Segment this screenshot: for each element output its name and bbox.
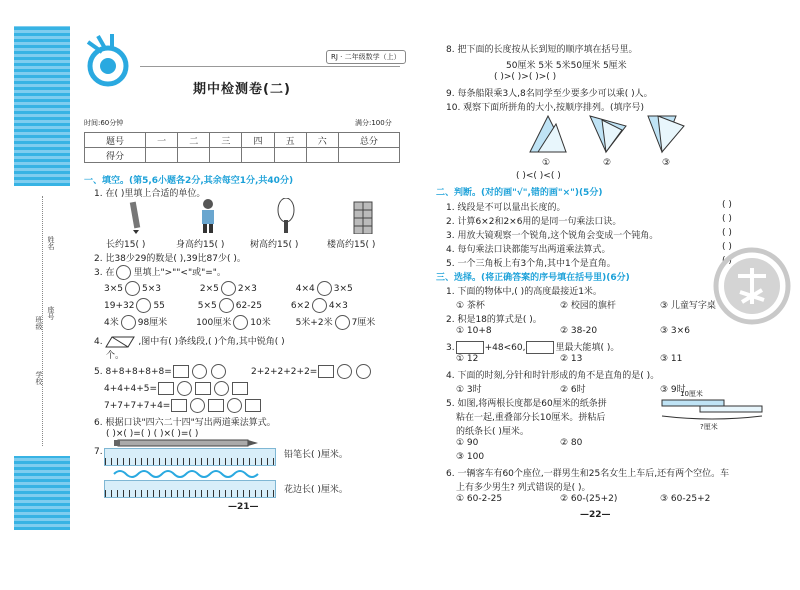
score-table [84,132,400,163]
compare-circle[interactable] [125,281,140,296]
choice-2-opt[interactable]: ③ 3×6 [660,326,690,336]
q5-line-4: 7+7+7+7+4= [104,398,262,413]
score-head: 总分 [338,133,399,148]
q1-item: 树高约15( ) [250,240,299,250]
building-icon [352,200,374,234]
score-head: 六 [306,133,338,148]
q4-continue: 个。 [106,351,125,361]
seal-stamp-icon [712,246,792,326]
choice-5-line-3: 的纸条长( )厘米。 [456,427,529,437]
choice-6-line-1: 6. 一辆客车有60个座位,一群男生和25名女生上车后,还有两个空位。车 [446,469,730,479]
judge-1: 1. 线段是不可以量出长度的。 [446,203,566,213]
choice-3-opt[interactable]: ① 12 [456,354,479,364]
choice-4: 4. 下面的时刻,分针和时针形成的角不是直角的是( )。 [446,371,660,381]
answer-box[interactable] [245,399,261,412]
compare-circle[interactable] [312,298,327,313]
score-head: 二 [178,133,210,148]
judge-3: 3. 用放大镜观察一个锐角,这个锐角会变成一个钝角。 [446,231,659,241]
swirl-logo-icon [78,32,138,92]
answer-box[interactable] [171,399,187,412]
score-cell[interactable] [178,148,210,163]
judge-5: 5. 一个三角板上有3个角,其中1个是直角。 [446,259,616,269]
choice-3-opt[interactable]: ③ 11 [660,354,683,364]
q7-pencil-answer: 铅笔长( )厘米。 [284,450,348,460]
q3-row-1: 3×5 5×3 2×5 2×3 4×4 3×5 [104,281,353,296]
judge-4: 4. 每句乘法口诀都能写出两道乘法算式。 [446,245,611,255]
answer-box[interactable] [232,382,248,395]
q10-label: ② [603,158,612,168]
ruler-1 [104,448,276,466]
choice-2-opt[interactable]: ① 10+8 [456,326,492,336]
q5-line-3: 4+4+4+5= [104,381,249,396]
strip-top-band [14,26,70,186]
choice-2: 2. 积是18的算式是( )。 [446,315,542,325]
answer-box[interactable] [526,341,554,354]
page-number-left: —21— [228,502,259,512]
choice-5-line-2: 粘在一起,重叠部分长10厘米。拼粘后 [456,413,606,423]
lace-on-ruler-icon [112,468,262,480]
answer-circle[interactable] [356,364,371,379]
q8-items: 50厘米 5米 5米50厘米 5厘米 [506,61,627,71]
q3-text: 3. 在 里填上">""<"或"="。 [94,265,226,280]
choice-1-opt[interactable]: ③ 儿童写字桌 [660,301,716,311]
q1-item: 身高约15( ) [176,240,225,250]
q5-line-1: 5. 8+8+8+8+8= [94,364,228,379]
choice-3: 3. +48<60, 里最大能填( )。 [446,343,620,353]
choice-5-opt[interactable]: ① 90 [456,438,479,448]
choice-5-opt[interactable]: ③ 100 [456,452,485,462]
answer-box[interactable] [195,382,211,395]
compare-circle[interactable] [219,298,234,313]
compare-circle[interactable] [136,298,151,313]
score-label: 得分 [85,148,146,163]
pencil-icon [128,200,142,234]
answer-box[interactable] [173,365,189,378]
q7-label: 7. [94,447,103,457]
score-head: 题号 [85,133,146,148]
judge-answer[interactable]: ( ) [722,200,732,210]
answer-circle[interactable] [192,364,207,379]
compare-circle[interactable] [116,265,131,280]
score-cell[interactable] [242,148,274,163]
answer-circle[interactable] [211,364,226,379]
q1-text: 1. 在( )里填上合适的单位。 [94,189,206,199]
judge-answer[interactable]: ( ) [722,214,732,224]
strip-name: 姓名 [47,236,55,250]
compare-circle[interactable] [317,281,332,296]
choice-1-opt[interactable]: ② 校园的旗杆 [560,301,616,311]
q5-line-2: 2+2+2+2+2= [251,364,373,379]
answer-box[interactable] [158,382,174,395]
answer-circle[interactable] [214,381,229,396]
compare-circle[interactable] [121,315,136,330]
strip-school: 学校 [35,371,43,385]
q7-lace-answer: 花边长( )厘米。 [284,485,348,495]
q1-item: 楼高约15( ) [327,240,376,250]
strip-seat: 座号 [47,306,55,320]
judge-answer[interactable]: ( ) [722,256,732,266]
choice-3-opt[interactable]: ② 13 [560,354,583,364]
fig-total-label: ?厘米 [700,423,718,431]
answer-circle[interactable] [177,381,192,396]
q1-item: 长约15( ) [106,240,146,250]
fig-overlap-label: 10厘米 [680,390,703,398]
binding-strip [14,26,70,530]
score-head: 三 [210,133,242,148]
answer-circle[interactable] [337,364,352,379]
q10-label: ③ [662,158,671,168]
answer-box[interactable] [456,341,484,354]
triangle-angle-1-icon [528,114,568,154]
tree-icon [276,198,296,234]
judge-answer[interactable]: ( ) [722,228,732,238]
score-cell[interactable] [274,148,306,163]
score-cell[interactable] [146,148,178,163]
answer-box[interactable] [318,365,334,378]
q6-blanks: ( )×( )=( ) ( )×( )=( ) [106,429,199,439]
choice-1-opt[interactable]: ① 茶杯 [456,301,485,311]
section-2-heading: 二、判断。(对的画"√",错的画"×")(5分) [436,188,603,198]
boy-icon [198,198,218,234]
answer-circle[interactable] [190,398,205,413]
q3-row-3: 4米 98厘米 100厘米 10米 5米+2米 7厘米 [104,315,375,330]
choice-4-opt[interactable]: ① 3时 [456,385,482,395]
choice-1: 1. 下面的物体中,( )的高度最接近1米。 [446,287,602,297]
score-cell[interactable] [210,148,242,163]
q8-blanks: ( )>( )>( )>( ) [494,72,557,82]
choice-6-opt[interactable]: ① 60-2-25 [456,494,503,504]
choice-2-opt[interactable]: ② 38-20 [560,326,598,336]
choice-4-opt[interactable]: ③ 9时 [660,385,686,395]
strip-bottom-band [14,456,70,530]
score-cell[interactable] [338,148,399,163]
compare-circle[interactable] [221,281,236,296]
strip-class: 班级 [35,316,43,330]
q10-label: ① [542,158,551,168]
score-head: 一 [146,133,178,148]
header-rule [140,66,400,67]
q8-text: 8. 把下面的长度按从长到短的顺序填在括号里。 [446,45,638,55]
score-cell[interactable] [306,148,338,163]
score-head: 四 [242,133,274,148]
q4-text: 4. ,图中有( )条线段,( )个角,其中锐角( ) [94,337,285,347]
ruler-2 [104,480,276,498]
triangle-angle-3-icon [646,114,686,154]
page-title: 期中检测卷(二) [193,82,291,97]
choice-6-line-2: 上有多少男生? 列式错误的是( )。 [456,483,591,493]
q6-text: 6. 根据口诀"四六二十四"写出两道乘法算式。 [94,418,276,428]
score-head: 五 [274,133,306,148]
choice-6-opt[interactable]: ② 60-(25+2) [560,494,618,504]
page-number-right: —22— [580,510,611,520]
q10-blanks: ( )<( )<( ) [516,171,561,181]
judge-2: 2. 计算6×2和2×6用的是同一句乘法口诀。 [446,217,622,227]
exam-time: 时间:60分钟 [84,119,124,127]
choice-6-opt[interactable]: ③ 60-25+2 [660,494,711,504]
compare-circle[interactable] [233,315,248,330]
choice-5-line-1: 5. 如图,将两根长度都是60厘米的纸条拼 [446,399,607,409]
exam-full-score: 满分:100分 [355,119,392,127]
choice-5-opt[interactable]: ② 80 [560,438,583,448]
grade-badge: RJ · 二年级数学（上） [326,50,406,64]
pencil-on-ruler-icon [112,438,262,448]
compare-circle[interactable] [335,315,350,330]
triangle-angle-2-icon [588,114,628,154]
answer-circle[interactable] [227,398,242,413]
q9-text: 9. 每条船限乘3人,8名同学至少要多少可以乘( )人。 [446,89,653,99]
answer-box[interactable] [208,399,224,412]
q10-text: 10. 观察下面所拼角的大小,按顺序排列。(填序号) [446,103,645,113]
section-3-heading: 三、选择。(将正确答案的序号填在括号里)(6分) [436,273,630,283]
paper-strip-diagram-icon [660,398,764,422]
q2-text: 2. 比38少29的数是( ),39比87少( )。 [94,254,246,264]
q3-row-2: 19+32 55 5×5 62-25 6×2 4×3 [104,298,348,313]
choice-4-opt[interactable]: ② 6时 [560,385,586,395]
judge-answer[interactable]: ( ) [722,242,732,252]
parallelogram-icon [105,336,135,348]
section-1-heading: 一、填空。(第5,6小题各2分,其余每空1分,共40分) [84,176,294,186]
